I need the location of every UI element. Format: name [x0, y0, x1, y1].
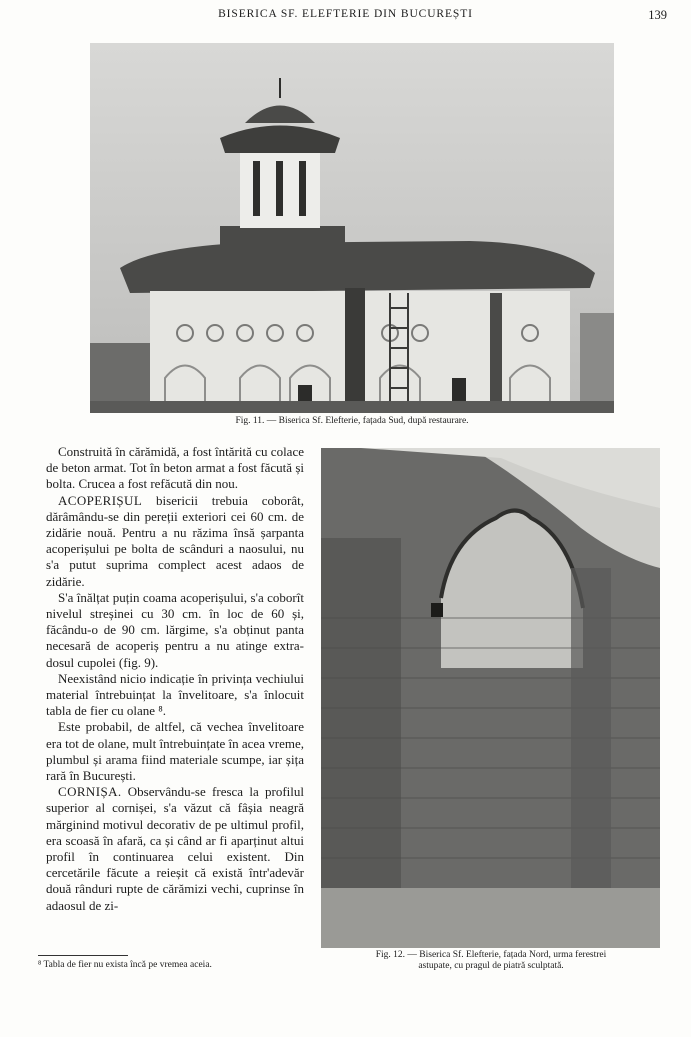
- paragraph: Neexistând nicio indicație în privința vechiului material întrebuințat la învelitoare, s'a înlocuit tabla de fier cu olane ⁸.: [46, 670, 304, 719]
- paragraph-text: Observându-se fresca la profilul superior al cornișei, s'a văzut că fâșia neagră mărginind motivul decorativ de pe ultimul profil, era scoasă în afară, ca și când ar fi aparținut altui profil în continuarea celui existent. Din cercetările făcute a reieșit că există într'adevăr două rânduri rupte de cărămizi vechi, cuprinse în adaosul de zi-: [46, 784, 304, 913]
- running-header: BISERICA SF. ELEFTERIE DIN BUCUREȘTI: [218, 8, 473, 20]
- section-lead: CORNIȘA.: [58, 784, 122, 800]
- paragraph: [46, 493, 304, 590]
- paragraph: S'a înălțat puțin coama acoperișului, s'a coborît nivelul streșinei cu 30 cm. în loc de 60 și, făcându-o de 90 cm. lărgime, s'a obținut panta necesară de acoperiș pentru a nu atinge extra-dosul cupolei (fig. 9).: [46, 589, 304, 670]
- photo-south-facade: [90, 43, 614, 413]
- paragraph: Construită în cărămidă, a fost întărită cu colace de beton armat. Tot în beton armat a fost făcută și bolta. Crucea a fost refăcută din nou.: [46, 444, 304, 492]
- figure-11-caption: Fig. 11. — Biserica Sf. Elefterie, fațada Sud, după restaurare.: [235, 416, 469, 426]
- figure-12-caption-line: astupate, cu pragul de piatră sculptată.: [418, 961, 564, 971]
- figure-12-caption: [322, 950, 660, 972]
- figure-12-caption-line: Fig. 12. — Biserica Sf. Elefterie, fațada Nord, urma ferestrei: [375, 950, 607, 960]
- section-lead: ACOPERIȘUL: [58, 492, 143, 508]
- footnote: ⁸ Tabla de fier nu exista încă pe vremea aceia.: [38, 960, 212, 970]
- paragraph-text: bisericii trebuia coborât, dărâmându-se din pereții exteriori cei 60 cm. de zidărie nouă. Pentru a nu răzima însă șarpanta acoperișului pe bolta de scânduri a naosului, nu s'a putut suprima complect acest adaos de zidărie.: [46, 492, 304, 589]
- page-number: 139: [648, 8, 667, 22]
- body-text-column: [46, 444, 304, 914]
- paragraph: Este probabil, de altfel, că vechea învelitoare era tot de olane, mult întrebuințate în acea vreme, plumbul și arama fiind materiale scumpe, iar șița rară în București.: [46, 719, 304, 784]
- paragraph: [46, 784, 304, 914]
- photo-north-facade-window: [321, 448, 660, 948]
- footnote-rule: [38, 955, 128, 956]
